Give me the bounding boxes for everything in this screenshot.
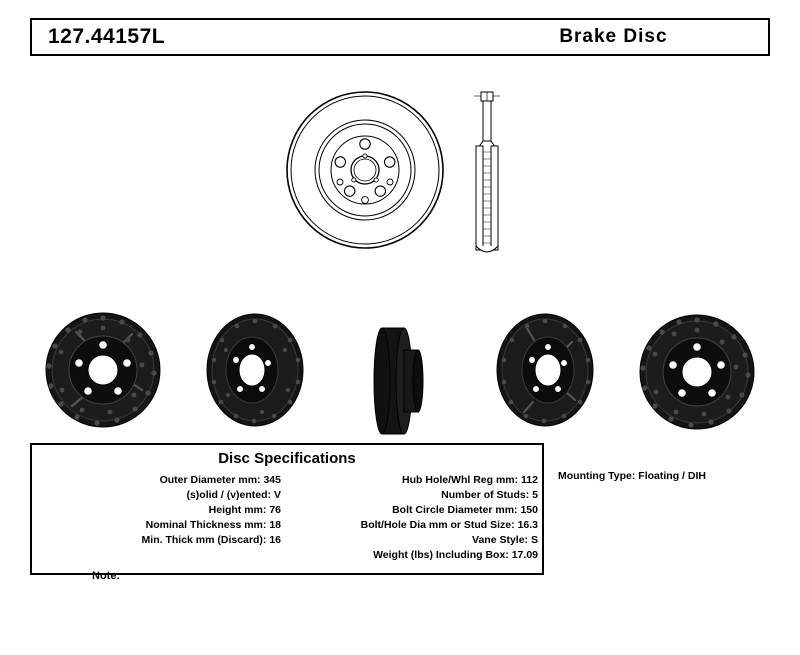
spec-label: Vane Style:	[472, 534, 529, 546]
part-number-container	[32, 20, 459, 54]
disc-edge-profile-view	[374, 328, 423, 434]
disc-drilled-rear-view	[640, 315, 754, 429]
brake-disc-cross-section	[474, 92, 500, 252]
spec-label: (s)olid / (v)ented:	[186, 489, 272, 501]
spec-label: Bolt/Hole Dia mm or Stud Size:	[360, 519, 515, 531]
spec-row	[287, 473, 538, 488]
spec-label: Height mm:	[208, 504, 267, 516]
spec-label: Min. Thick mm (Discard):	[141, 534, 267, 546]
note-field	[92, 570, 120, 582]
spec-label: Number of Studs:	[441, 489, 530, 501]
disc-angled-rear-view	[207, 314, 303, 426]
spec-value: 5	[532, 489, 538, 501]
technical-drawings-svg	[0, 60, 800, 440]
spec-row	[287, 533, 538, 548]
spec-value: S	[530, 534, 538, 546]
spec-row	[32, 488, 281, 503]
spec-row	[32, 533, 281, 548]
spec-row	[287, 518, 538, 533]
mounting-type	[558, 470, 706, 482]
spec-label: Bolt Circle Diameter mm:	[392, 504, 518, 516]
spec-value: 16.3	[517, 519, 538, 531]
spec-label: Weight (lbs) Including Box:	[373, 549, 509, 561]
disc-drilled-slotted-front-view	[46, 313, 160, 427]
disc-specifications-panel	[30, 443, 544, 575]
brake-disc-face-view	[287, 92, 443, 248]
disc-angled-front-view	[497, 314, 593, 426]
document-title-container	[459, 20, 768, 54]
spec-row	[287, 488, 538, 503]
part-number: 127.44157L	[48, 25, 166, 48]
note-label: Note:	[92, 570, 121, 582]
spec-value: 18	[269, 519, 281, 531]
spec-column-left	[32, 473, 287, 563]
spec-value: 16	[269, 534, 281, 546]
drawings-area	[0, 60, 800, 440]
spec-row	[32, 503, 281, 518]
spec-row	[32, 473, 281, 488]
spec-value: 112	[521, 474, 538, 486]
mounting-type-value: Floating / DIH	[638, 470, 706, 482]
spec-value: 17.09	[511, 549, 538, 561]
spec-label: Outer Diameter mm:	[159, 474, 261, 486]
spec-row	[287, 503, 538, 518]
spec-value: 345	[263, 474, 281, 486]
spec-panel-body	[32, 471, 542, 573]
spec-row	[32, 518, 281, 533]
spec-value: V	[273, 489, 281, 501]
spec-panel-title: Disc Specifications	[218, 450, 356, 467]
spec-value: 76	[269, 504, 281, 516]
spec-row	[287, 548, 538, 563]
spec-value: 150	[520, 504, 538, 516]
document-title: Brake Disc	[559, 26, 668, 47]
spec-column-right	[287, 473, 542, 563]
spec-label: Hub Hole/Whl Reg mm:	[402, 474, 519, 486]
document-title-inner	[459, 20, 768, 54]
title-bar	[30, 18, 770, 56]
mounting-type-label: Mounting Type:	[558, 470, 636, 482]
spec-label: Nominal Thickness mm:	[145, 519, 267, 531]
